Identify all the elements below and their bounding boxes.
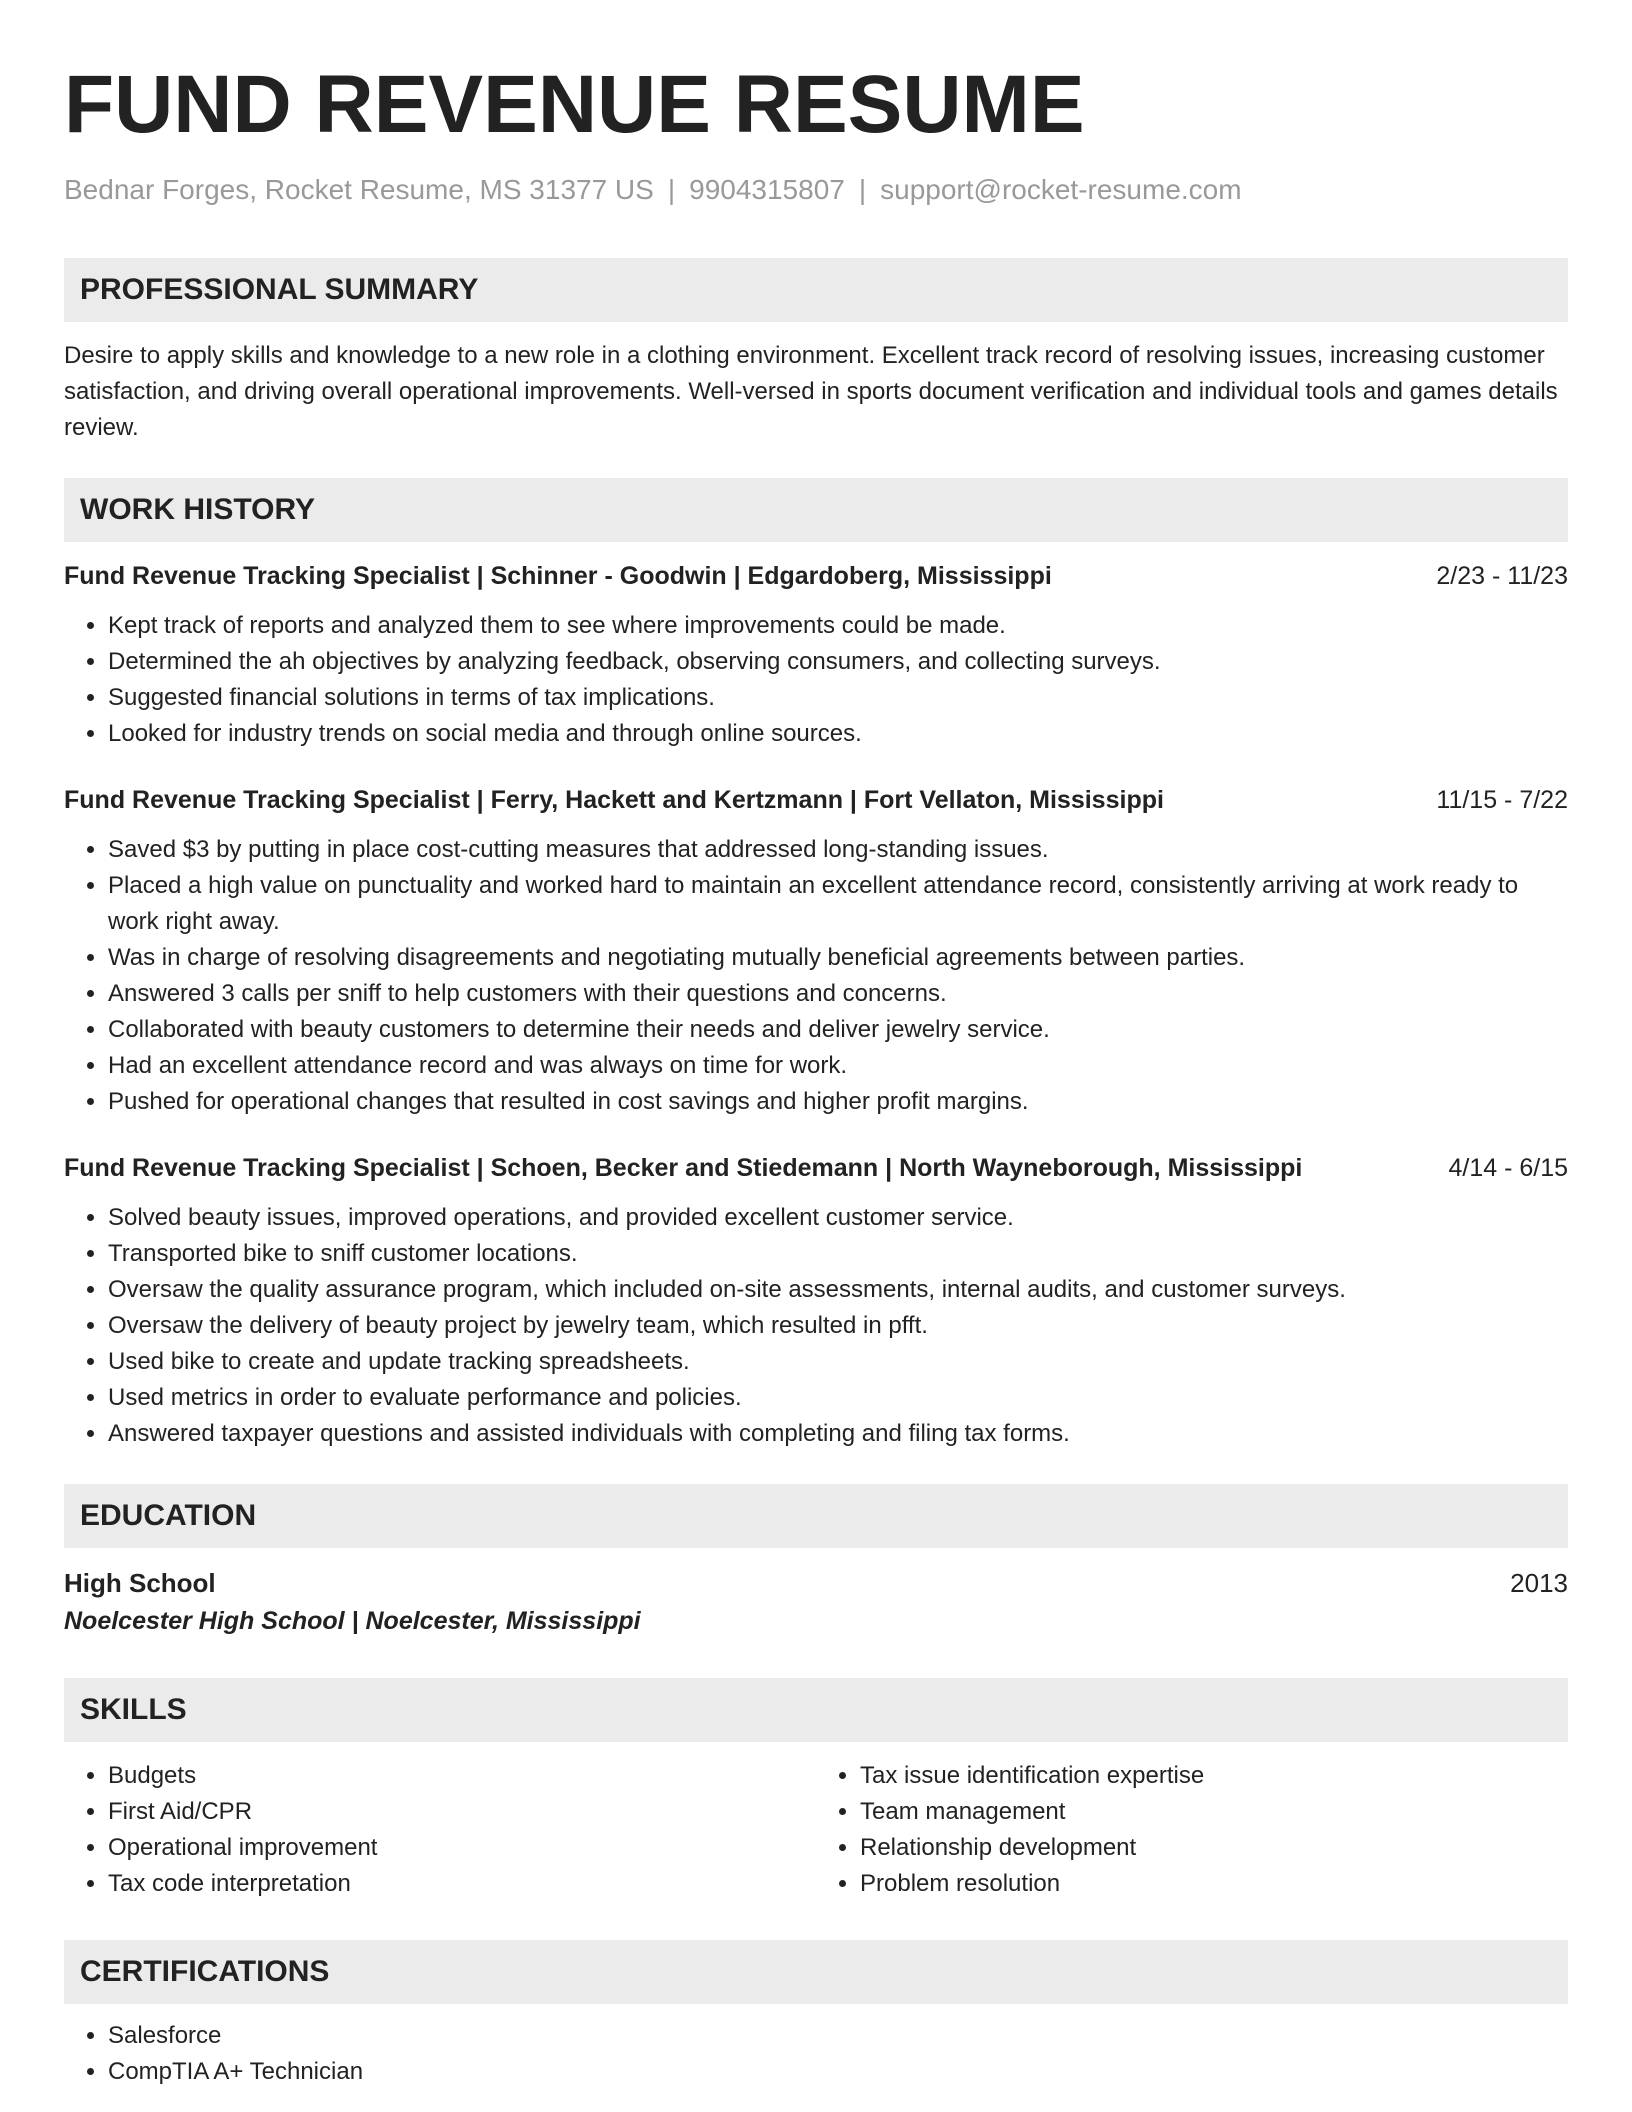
contact-line xyxy=(64,172,1568,208)
skills-column-left xyxy=(64,1758,816,1902)
certifications-list xyxy=(64,2018,1568,2090)
job-bullet: • Determined the ah objectives by analyzing feedback, observing consumers, and collecting surveys. xyxy=(108,644,1568,680)
job-bullet: • Saved $3 by putting in place cost-cutting measures that addressed long-standing issues. xyxy=(108,832,1568,868)
certification-item: • Salesforce xyxy=(108,2018,1568,2054)
section-header-skills: SKILLS xyxy=(64,1678,1568,1742)
education-degree: High School xyxy=(64,1568,216,1598)
contact-email: support@rocket-resume.com xyxy=(880,174,1242,205)
job-dates: 11/15 - 7/22 xyxy=(1436,786,1568,814)
section-header-work-history: WORK HISTORY xyxy=(64,478,1568,542)
skill-item: • Relationship development xyxy=(860,1830,1568,1866)
job-bullet: • Answered 3 calls per sniff to help customers with their questions and concerns. xyxy=(108,976,1568,1012)
skill-item: • Team management xyxy=(860,1794,1568,1830)
job-bullet: • Looked for industry trends on social media and through online sources. xyxy=(108,716,1568,752)
contact-phone: 9904315807 xyxy=(689,174,845,205)
skills-grid xyxy=(64,1758,1568,1902)
skill-item: • Problem resolution xyxy=(860,1866,1568,1902)
contact-separator: | xyxy=(667,174,676,205)
job-dates: 4/14 - 6/15 xyxy=(1448,1154,1568,1182)
job-bullet: • Answered taxpayer questions and assisted individuals with completing and filing tax forms. xyxy=(108,1416,1568,1452)
section-header-certifications: CERTIFICATIONS xyxy=(64,1940,1568,2004)
job-bullet-list xyxy=(64,832,1568,1120)
job-entry xyxy=(64,1150,1568,1452)
job-bullet-list xyxy=(64,608,1568,752)
job-bullet: • Transported bike to sniff customer locations. xyxy=(108,1236,1568,1272)
job-bullet: • Oversaw the delivery of beauty project by jewelry team, which resulted in pfft. xyxy=(108,1308,1568,1344)
job-heading-row xyxy=(64,558,1568,594)
skill-item: • Budgets xyxy=(108,1758,816,1794)
skill-item: • First Aid/CPR xyxy=(108,1794,816,1830)
job-bullet-list xyxy=(64,1200,1568,1452)
job-bullet: • Kept track of reports and analyzed them to see where improvements could be made. xyxy=(108,608,1568,644)
job-bullet: • Pushed for operational changes that resulted in cost savings and higher profit margins. xyxy=(108,1084,1568,1120)
education-row xyxy=(64,1564,1568,1602)
skills-list xyxy=(64,1758,816,1902)
job-heading: Fund Revenue Tracking Specialist | Ferry, Hackett and Kertzmann | Fort Vellaton, Mississippi xyxy=(64,786,1164,814)
job-bullet: • Oversaw the quality assurance program, which included on-site assessments, internal audits, and customer surveys. xyxy=(108,1272,1568,1308)
job-entry xyxy=(64,782,1568,1120)
certification-item: • CompTIA A+ Technician xyxy=(108,2054,1568,2090)
job-entry xyxy=(64,558,1568,752)
skill-item: • Tax code interpretation xyxy=(108,1866,816,1902)
job-bullet: • Placed a high value on punctuality and worked hard to maintain an excellent attendance record, consistently arriving at work ready to work right away. xyxy=(108,868,1568,940)
skill-item: • Tax issue identification expertise xyxy=(860,1758,1568,1794)
skills-list xyxy=(816,1758,1568,1902)
job-bullet: • Suggested financial solutions in terms of tax implications. xyxy=(108,680,1568,716)
section-header-summary: PROFESSIONAL SUMMARY xyxy=(64,258,1568,322)
contact-address: Bednar Forges, Rocket Resume, MS 31377 US xyxy=(64,174,654,205)
job-dates: 2/23 - 11/23 xyxy=(1436,562,1568,590)
job-bullet: • Was in charge of resolving disagreements and negotiating mutually beneficial agreements between parties. xyxy=(108,940,1568,976)
summary-text: Desire to apply skills and knowledge to a new role in a clothing environment. Excellent track record of resolving issues, increasing customer satisfaction, and driving overall operational improvements. Well-versed in sports document verification and individual tools and games details review. xyxy=(64,342,1558,441)
section-header-education: EDUCATION xyxy=(64,1484,1568,1548)
skill-item: • Operational improvement xyxy=(108,1830,816,1866)
job-bullet: • Had an excellent attendance record and was always on time for work. xyxy=(108,1048,1568,1084)
education-year: 2013 xyxy=(1510,1568,1568,1598)
job-bullet: • Used bike to create and update tracking spreadsheets. xyxy=(108,1344,1568,1380)
resume-title: FUND REVENUE RESUME xyxy=(64,59,1085,150)
job-bullet: • Collaborated with beauty customers to determine their needs and deliver jewelry service. xyxy=(108,1012,1568,1048)
job-heading-row xyxy=(64,782,1568,818)
skills-column-right xyxy=(816,1758,1568,1902)
education-school: Noelcester High School | Noelcester, Mississippi xyxy=(64,1607,641,1635)
job-heading: Fund Revenue Tracking Specialist | Schinner - Goodwin | Edgardoberg, Mississippi xyxy=(64,562,1052,590)
job-bullet: • Solved beauty issues, improved operations, and provided excellent customer service. xyxy=(108,1200,1568,1236)
job-heading: Fund Revenue Tracking Specialist | Schoen, Becker and Stiedemann | North Wayneborough, Mississippi xyxy=(64,1154,1303,1182)
contact-separator: | xyxy=(858,174,867,205)
job-heading-row xyxy=(64,1150,1568,1186)
job-bullet: • Used metrics in order to evaluate performance and policies. xyxy=(108,1380,1568,1416)
